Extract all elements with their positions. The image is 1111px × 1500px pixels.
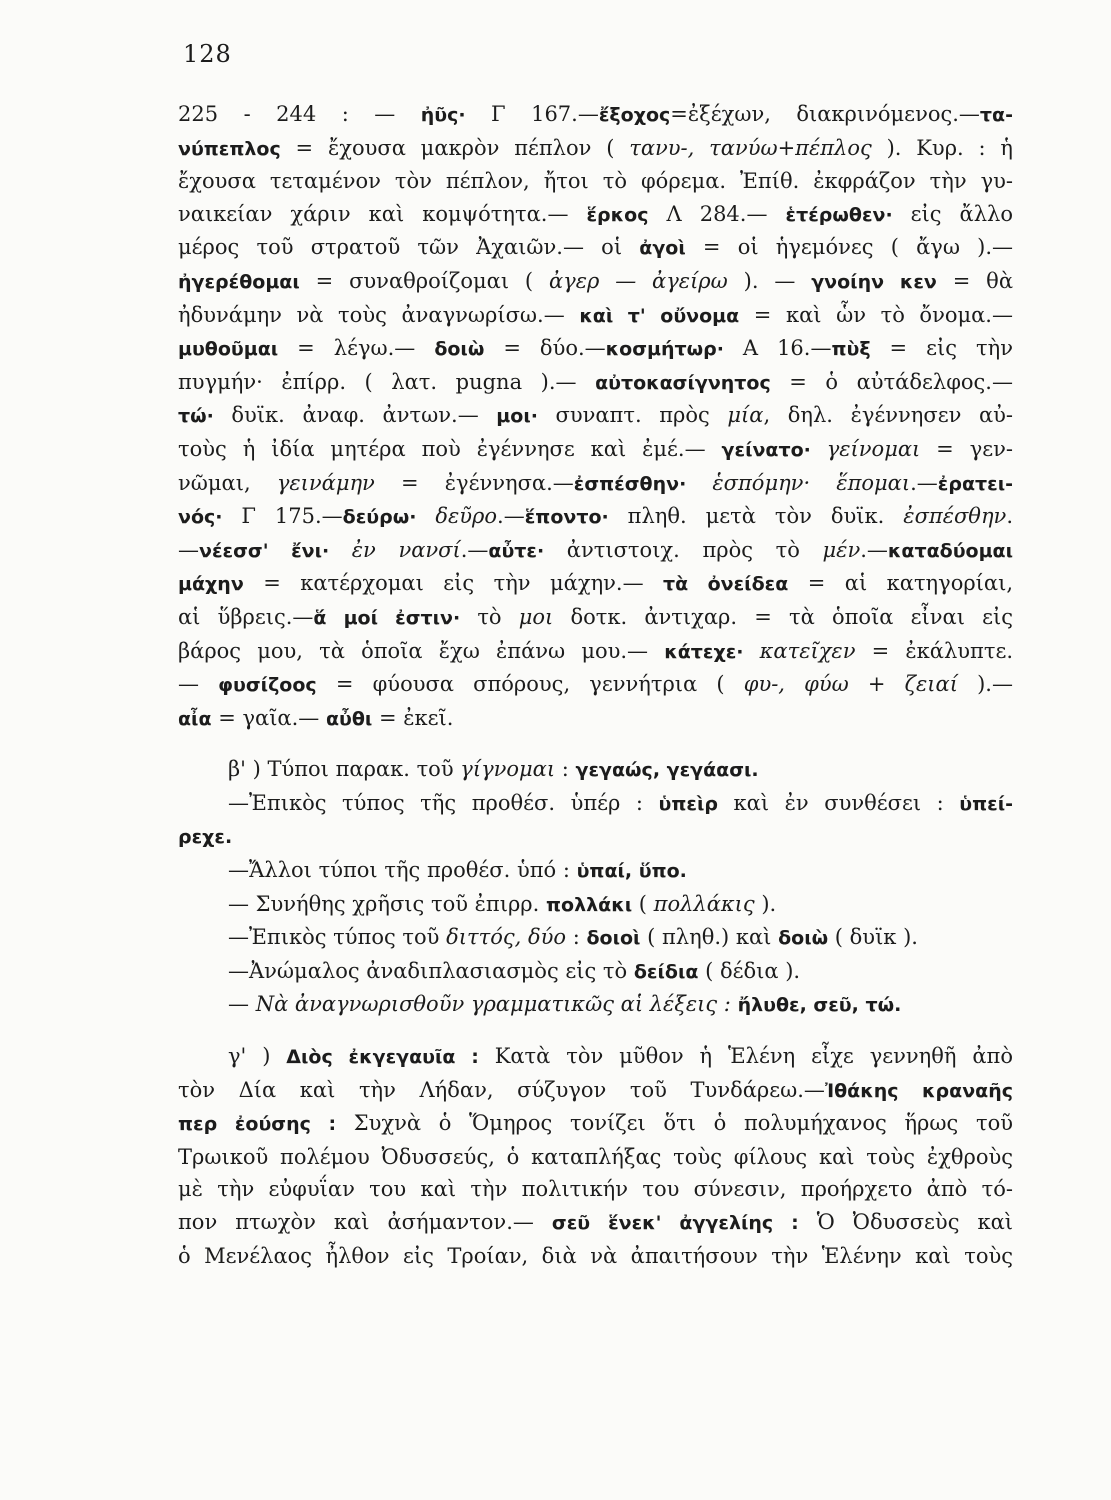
text-run: ἀντιστοιχ. πρὸς τὸ (566, 537, 823, 562)
commentary-block-gamma (178, 1040, 1013, 1272)
headword: τώ· (178, 405, 232, 428)
text-line (178, 753, 1013, 787)
text-run: νῶμαι, (178, 470, 277, 495)
text-run: —Ἄλλοι τύποι τῆς προθέσ. ὑπό : (228, 858, 577, 883)
text-run: ναικείαν χάριν καὶ κομψότητα.— (178, 201, 587, 226)
text-line (178, 534, 1013, 568)
italic-term: μία (727, 403, 764, 428)
text-line (178, 399, 1013, 433)
text-line (178, 702, 1013, 736)
text-run: γ' ) (228, 1044, 287, 1069)
text-run: δυϊκ. ἀναφ. ἀντων.— (231, 403, 497, 428)
text-run: —Ἀνώμαλος ἀναδιπλασιασμὸς εἰς τὸ (228, 958, 634, 983)
text-run: — Συνήθης χρῆσις τοῦ ἐπιρρ. (228, 891, 547, 916)
headword: ὑπεί- (959, 792, 1013, 815)
headword: ἔξοχος (598, 104, 671, 126)
text-line (178, 635, 1013, 669)
text-run: Γ 167.— (491, 102, 599, 126)
headword: αὖθι (325, 707, 373, 730)
text-run: τὸν Δία καὶ τὴν Λήδαν, σύζυγον τοῦ Τυνδάρεω.— (178, 1077, 825, 1102)
text-run: .— (460, 537, 489, 562)
headword: δοιὼ (434, 338, 485, 361)
text-run: ). Κυρ. : ἡ (871, 135, 1013, 160)
text-run: συναπτ. πρὸς (555, 403, 728, 428)
text-run: ὁ Μενέλαος ἦλθον εἰς Τροίαν, διὰ νὰ ἀπαιτήσουν τὴν Ἑλένην καὶ τοὺς (178, 1243, 1013, 1268)
headword: μάχην (178, 573, 244, 596)
headword: μοι· (496, 405, 556, 428)
italic-term: ἐσπέσθην (903, 504, 1007, 529)
text-line (178, 299, 1013, 333)
text-run: = θὰ (936, 268, 1013, 293)
text-run: 225 - 244 : — (178, 102, 421, 126)
headword: ἐρατει- (937, 472, 1013, 495)
text-run: , δηλ. ἐγέννησεν αὐ- (763, 403, 1013, 428)
headword: ἕρκος (586, 203, 649, 226)
text-run: Τρωικοῦ πολέμου Ὀδυσσεύς, ὁ καταπλήξας τοὺς φίλους καὶ τοὺς ἐχθροὺς (178, 1144, 1013, 1169)
text-run: — (178, 537, 199, 562)
text-run: =ἐξέχων, διακρινόμενος.— (670, 102, 980, 126)
headword: ἕποντο· (524, 506, 628, 529)
text-line (178, 921, 1013, 955)
italic-term: γεινάμην (276, 470, 375, 495)
text-run: β' ) Τύποι παρακ. τοῦ (228, 757, 461, 782)
headword: κάτεχε· (664, 640, 760, 663)
text-run: ). (754, 891, 777, 916)
text-run: πληθ. μετὰ τὸν δυϊκ. (627, 504, 904, 529)
text-line (178, 1240, 1013, 1273)
text-run: .— (497, 504, 525, 529)
text-run: αἱ ὕβρεις.— (178, 604, 314, 629)
text-line (178, 988, 1013, 1022)
text-line (178, 1107, 1013, 1141)
text-line (178, 820, 1013, 854)
text-line (178, 1173, 1013, 1206)
text-line (178, 132, 1013, 166)
text-line (178, 332, 1013, 366)
text-run: ( (632, 891, 654, 916)
italic-term: ἀγερ — ἀγείρω (549, 268, 728, 293)
headword: ἑτέρωθεν· (785, 203, 911, 226)
headword: καὶ τ' οὔνομα (579, 304, 740, 327)
paragraph-gap (178, 1022, 1013, 1040)
text-run: = δύο.— (484, 336, 606, 361)
headword: ἠγερέθομαι (178, 270, 300, 293)
paragraph-gap (178, 735, 1013, 753)
text-line (178, 1206, 1013, 1240)
text-line (178, 601, 1013, 635)
text-run: = ἐγέννησα.— (374, 470, 574, 495)
text-line (178, 265, 1013, 299)
text-run: —Ἐπικὸς τύπος τοῦ (228, 925, 447, 950)
headword: αὐτοκασίγνητος (595, 371, 771, 394)
commentary-block-alpha (178, 98, 1013, 735)
text-run: μὲ τὴν εὐφυΐαν του καὶ τὴν πολιτικήν του σύνεσιν, προήρχετο ἀπὸ τό- (178, 1177, 1013, 1202)
text-line (178, 433, 1013, 467)
text-run: = λέγω.— (278, 336, 435, 361)
text-run: δοτκ. ἀντιχαρ. = τὰ ὁποῖα εἶναι εἰς (553, 604, 1013, 629)
text-run: βάρος μου, τὰ ὁποῖα ἔχω ἐπάνω μου.— (178, 638, 665, 663)
text-run: ἠδυνάμην νὰ τοὺς ἀναγνωρίσω.— (178, 302, 580, 327)
italic-term: ἑσπόμην· ἕπομαι (712, 470, 911, 495)
italic-term: μέν (822, 537, 861, 562)
text-run: Κατὰ τὸν μῦθον ἡ Ἑλένη εἶχε γεννηθῆ ἀπὸ (494, 1044, 1013, 1069)
page-body (178, 98, 1013, 1272)
text-run: τὸ (477, 604, 519, 629)
text-run: — (228, 992, 256, 1017)
text-run: = γεν- (920, 436, 1013, 461)
text-line (178, 1141, 1013, 1174)
commentary-block-beta (178, 753, 1013, 1022)
text-run: : (555, 757, 576, 782)
text-line (178, 231, 1013, 265)
text-run: καὶ ἐν συνθέσει : (718, 790, 960, 815)
text-run: πυγμήν· ἐπίρρ. ( λατ. pugna ).— (178, 369, 596, 394)
text-run: = εἰς τὴν (870, 336, 1013, 361)
text-run: = φύουσα σπόρους, γεννήτρια ( (316, 672, 744, 697)
text-run: = καὶ ὧν τὸ ὄνομα.— (739, 302, 1013, 327)
italic-term: μοι (518, 604, 554, 629)
text-line (178, 98, 1013, 132)
text-run: μέρος τοῦ στρατοῦ τῶν Ἀχαιῶν.— οἱ (178, 235, 640, 260)
text-run: ( πληθ.) καὶ (640, 925, 779, 950)
headword: ἀγοὶ (639, 237, 686, 260)
headword: δεύρω· (342, 506, 436, 529)
headword: ρεχε. (178, 826, 233, 849)
headword: ἠῦς· (420, 104, 492, 126)
text-line (178, 366, 1013, 400)
headword: περ ἐούσης : (178, 1113, 354, 1136)
headword: γείνατο· (721, 438, 827, 461)
text-run: = κατέρχομαι εἰς τὴν μάχην.— (243, 571, 664, 596)
headword: σεῦ ἕνεκ' ἀγγελίης : (551, 1212, 817, 1234)
headword: ἐσπέσθην· (573, 472, 713, 495)
text-run: = ἐκεῖ. (372, 705, 454, 730)
headword: ἤλυθε, σεῦ, τώ. (737, 994, 902, 1017)
text-line (178, 888, 1013, 922)
text-line (178, 165, 1013, 198)
italic-term: κατεῖχεν (759, 638, 856, 663)
headword: αὖτε· (488, 539, 567, 562)
headword: νέεσσ' ἔνι· (199, 539, 352, 562)
headword: φυσίζοος (218, 674, 317, 697)
text-line (178, 567, 1013, 601)
text-run: Συχνὰ ὁ Ὅμηρος τονίζει ὅτι ὁ πολυμήχανος ἥρως τοῦ (353, 1111, 1013, 1136)
text-run: ( δέδια ). (698, 958, 801, 983)
text-run: . (1006, 504, 1013, 529)
text-run: —Ἐπικὸς τύπος τῆς προθέσ. ὑπέρ : (228, 790, 659, 815)
italic-term: διττός, δύο (446, 925, 567, 950)
text-run: — (178, 672, 219, 697)
headword: αἶα (178, 707, 212, 730)
headword: καταδύομαι (887, 539, 1013, 562)
text-line (178, 854, 1013, 888)
text-line (178, 500, 1013, 534)
italic-term: γείνομαι (826, 436, 921, 461)
text-line (178, 955, 1013, 989)
headword: τα- (979, 104, 1013, 126)
text-run: ). — (727, 268, 812, 293)
text-run: .— (860, 537, 888, 562)
text-run: ἔχουσα τεταμένον τὸν πέπλον, ἤτοι τὸ φόρεμα. Ἐπίθ. ἐκφράζον τὴν γυ- (178, 169, 1013, 194)
text-run: = ἔχουσα μακρὸν πέπλον ( (280, 135, 630, 160)
italic-term: δεῦρο (435, 504, 498, 529)
text-run: Ὁ Ὀδυσσεὺς καὶ (816, 1210, 1013, 1234)
text-run: εἰς ἄλλο (910, 201, 1013, 226)
text-run: Γ 175.— (241, 504, 343, 529)
text-line (178, 668, 1013, 702)
headword: γεγαώς, γεγάασι. (575, 759, 759, 782)
text-run: = γαῖα.— (211, 705, 326, 730)
text-line (178, 467, 1013, 501)
text-run: = αἱ κατηγορίαι, (788, 571, 1013, 596)
italic-term: Νὰ ἀναγνωρισθοῦν γραμματικῶς αἱ λέξεις : (255, 992, 738, 1017)
text-line (178, 1040, 1013, 1074)
text-run: = οἱ ἡγεμόνες ( ἄγω ).— (685, 235, 1013, 260)
text-run: Α 16.— (742, 336, 832, 361)
headword: κοσμήτωρ· (605, 338, 743, 361)
text-run: Λ 284.— (648, 201, 786, 226)
text-line (178, 198, 1013, 232)
text-run: = ἐκάλυπτε. (855, 638, 1013, 663)
headword: Ἰθάκης κραναῆς (824, 1079, 1013, 1102)
text-run: ( δυϊκ ). (828, 925, 918, 950)
headword: ὑπεὶρ (658, 792, 718, 815)
headword: Διὸς ἐκγεγαυῖα : (286, 1046, 495, 1069)
text-line (178, 787, 1013, 821)
text-run: ).— (957, 672, 1013, 697)
italic-term: τανυ-, τανύω+πέπλος (629, 135, 872, 160)
headword: ὑπαί, ὕπο. (576, 860, 687, 883)
text-run: = συναθροίζομαι ( (299, 268, 549, 293)
text-line (178, 1074, 1013, 1108)
headword: νός· (178, 506, 242, 529)
text-run: = ὁ αὐτάδελφος.— (770, 369, 1013, 394)
headword: γνοίην κεν (811, 270, 937, 293)
text-run: τοὺς ἡ ἰδία μητέρα ποὺ ἐγέννησε καὶ ἐμέ.— (178, 436, 722, 461)
headword: τὰ ὀνείδεα (663, 573, 789, 596)
text-run: : (566, 925, 587, 950)
headword: δοιοὶ (586, 927, 641, 950)
text-run: πον πτωχὸν καὶ ἀσήμαντον.— (178, 1210, 552, 1234)
headword: νύπεπλος (178, 137, 281, 160)
headword: πολλάκι (546, 893, 633, 916)
italic-term: ἐν νανσί (351, 537, 461, 562)
italic-term: φυ-, φύω + ζειαί (743, 672, 958, 697)
text-run: .— (910, 470, 938, 495)
headword: πὺξ (831, 338, 871, 361)
headword: δείδια (633, 960, 699, 983)
page-number: 128 (183, 40, 232, 68)
italic-term: πολλάκις (653, 891, 755, 916)
headword: μυθοῦμαι (178, 338, 279, 361)
headword: ἅ μοί ἐστιν· (313, 606, 478, 629)
headword: δοιὼ (778, 927, 829, 950)
italic-term: γίγνομαι (460, 757, 556, 782)
